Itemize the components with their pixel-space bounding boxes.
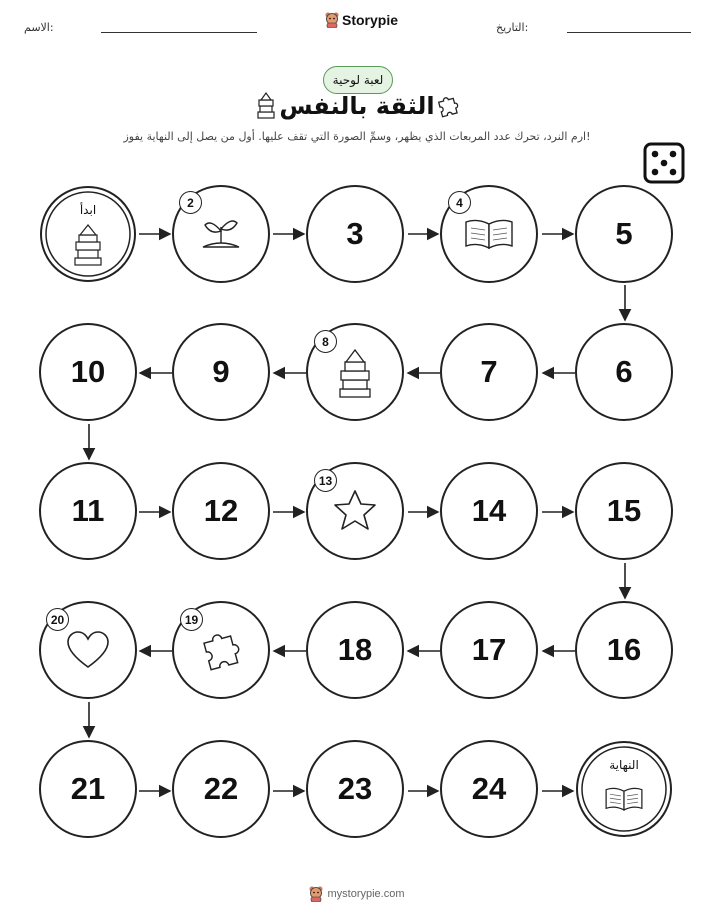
block-tower-icon (72, 221, 104, 267)
square-22[interactable] (172, 740, 270, 838)
square-number: 6 (615, 354, 633, 389)
square-5[interactable] (575, 185, 673, 283)
square-number-badge: 4 (448, 191, 471, 214)
square-number-badge: 13 (314, 469, 337, 492)
instructions: ارم النرد، تحرك عدد المربعات الذي يظهر، وسمِّ الصورة التي تقف عليها. أول من يصل إلى النهاية يفوز! (123, 130, 591, 143)
sprout-icon (199, 215, 243, 253)
square-number-badge: 19 (180, 608, 203, 631)
square-7[interactable] (440, 323, 538, 421)
bear-mascot-icon (309, 886, 323, 902)
finish-label: النهاية (609, 758, 639, 772)
square-3[interactable] (306, 185, 404, 283)
square-number: 22 (203, 771, 239, 806)
open-book-icon (603, 784, 645, 814)
square-number-badge: 2 (179, 191, 202, 214)
finish-square[interactable] (575, 740, 673, 838)
square-9[interactable] (172, 323, 270, 421)
square-16[interactable] (575, 601, 673, 699)
start-label: ابدأ (79, 203, 97, 217)
square-number: 11 (71, 493, 105, 528)
square-number: 18 (337, 632, 373, 667)
brand-name: Storypie (342, 12, 399, 28)
square-number: 21 (70, 771, 106, 806)
square-number-badge: 20 (46, 608, 69, 631)
footer-url[interactable]: mystorypie.com (327, 888, 405, 900)
square-number: 5 (615, 216, 633, 251)
square-number: 17 (471, 632, 507, 667)
puzzle-piece-icon (199, 628, 243, 672)
open-book-icon (462, 216, 516, 252)
start-square[interactable] (39, 185, 137, 283)
name-label: الاسم: (24, 21, 54, 34)
square-6[interactable] (575, 323, 673, 421)
square-21[interactable] (39, 740, 137, 838)
square-18[interactable] (306, 601, 404, 699)
square-number: 24 (471, 771, 507, 806)
square-12[interactable] (172, 462, 270, 560)
square-number: 3 (346, 216, 364, 251)
star-icon (330, 487, 380, 535)
square-14[interactable] (440, 462, 538, 560)
square-10[interactable] (39, 323, 137, 421)
square-15[interactable] (575, 462, 673, 560)
square-number: 9 (212, 354, 230, 389)
square-11[interactable] (39, 462, 137, 560)
square-number: 7 (480, 354, 498, 389)
square-number: 15 (606, 493, 642, 528)
square-17[interactable] (440, 601, 538, 699)
page-title: الثقة بالنفس (279, 92, 435, 120)
date-label: التاريخ: (496, 21, 529, 34)
square-number-badge: 8 (314, 330, 337, 353)
square-number: 12 (203, 493, 239, 528)
square-23[interactable] (306, 740, 404, 838)
square-number: 16 (606, 632, 642, 667)
square-number: 10 (70, 354, 106, 389)
game-type-badge: لعبة لوحية (323, 66, 393, 94)
footer (0, 886, 714, 902)
heart-icon (64, 629, 112, 671)
square-24[interactable] (440, 740, 538, 838)
square-number: 23 (337, 771, 373, 806)
block-tower-icon (337, 345, 373, 399)
square-number: 14 (471, 493, 507, 528)
